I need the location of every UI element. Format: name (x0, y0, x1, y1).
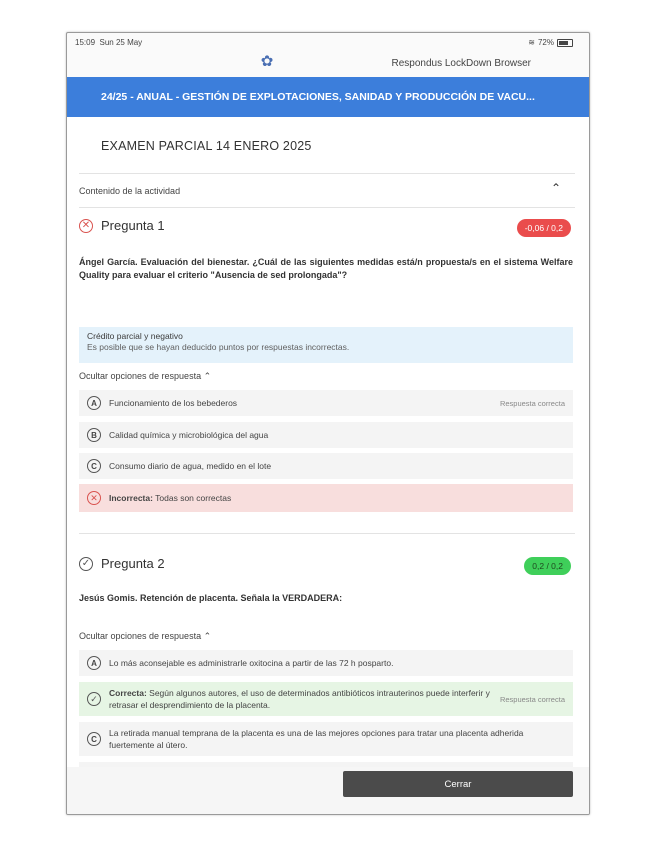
credit-title: Crédito parcial y negativo (87, 331, 183, 341)
incorrect-icon: ✕ (87, 491, 101, 505)
question-1-title: Pregunta 1 (101, 218, 165, 233)
status-time: 15:09 Sun 25 May (75, 38, 143, 47)
option-text-value: Según algunos autores, el uso de determinados antibióticos intrauterinos puede interferir y retrasar el desprendimiento de la placenta. (109, 688, 490, 710)
option-letter-a: A (87, 396, 101, 410)
option-letter-c: C (87, 459, 101, 473)
question-2-header (79, 556, 165, 571)
incorrect-icon: ✕ (79, 219, 93, 233)
answer-option-c (79, 722, 573, 756)
battery-percent: 72% (537, 38, 554, 47)
option-text: Consumo diario de agua, medido en el lote (109, 461, 272, 471)
answer-option-a (79, 390, 573, 416)
option-text (109, 492, 565, 504)
option-letter-b: B (87, 428, 101, 442)
gear-icon[interactable]: ✿ (260, 53, 274, 70)
partial-credit-notice (79, 327, 573, 363)
question-1-header (79, 218, 165, 233)
incorrect-label: Incorrecta: (109, 493, 153, 503)
option-letter-c: C (87, 732, 101, 746)
option-text: Lo más aconsejable es administrarle oxitocina a partir de las 72 h posparto. (109, 658, 394, 668)
browser-toolbar (67, 51, 589, 77)
browser-title: Respondus LockDown Browser (391, 58, 531, 69)
option-text: La retirada manual temprana de la placenta es una de las mejores opciones para tratar una placenta adherida fuertemente al útero. (109, 728, 524, 750)
option-text: Calidad química y microbiológica del agua (109, 430, 269, 440)
credit-subtitle: Es posible que se hayan deducido puntos por respuestas incorrectas. (87, 342, 350, 352)
course-header (67, 77, 589, 117)
correct-answer-tag: Respuesta correcta (499, 694, 565, 704)
hide-options-toggle[interactable]: Ocultar opciones de respuesta ⌃ (79, 631, 212, 641)
status-icons (528, 38, 573, 47)
option-text-value: Todas son correctas (152, 493, 232, 503)
answer-option-c (79, 453, 573, 479)
check-icon: ✓ (79, 557, 93, 571)
option-letter-a: A (87, 656, 101, 670)
divider (79, 173, 575, 174)
correct-label: Correcta: (109, 688, 147, 698)
exam-title: EXAMEN PARCIAL 14 ENERO 2025 (101, 139, 312, 153)
battery-icon (557, 39, 573, 47)
close-button[interactable]: Cerrar (343, 771, 573, 797)
option-text: Funcionamiento de los bebederos (109, 398, 238, 408)
course-title: 24/25 - ANUAL - GESTIÓN DE EXPLOTACIONES, SANIDAD Y PRODUCCIÓN DE VACU... (101, 91, 535, 103)
correct-answer-tag: Respuesta correcta (499, 398, 565, 408)
divider (79, 533, 575, 534)
hide-options-toggle[interactable]: Ocultar opciones de respuesta ⌃ (79, 371, 212, 381)
question-1-score-badge: -0,06 / 0,2 (517, 219, 571, 237)
option-text (109, 687, 492, 711)
wifi-icon: ≋ (528, 38, 535, 47)
activity-label: Contenido de la actividad (79, 186, 181, 196)
check-icon: ✓ (87, 692, 101, 706)
answer-option-b (79, 422, 573, 448)
status-bar (67, 33, 589, 51)
chevron-up-icon[interactable]: ⌃ (551, 181, 562, 195)
divider (79, 207, 575, 208)
question-1-text: Ángel García. Evaluación del bienestar. ¿Cuál de las siguientes medidas está/n propuesta/s en el sistema Welfare Quality para evaluar el criterio "Ausencia de sed prolongada"? (79, 257, 573, 280)
footer-bar (67, 767, 589, 814)
answer-option-a (79, 650, 573, 676)
question-2-title: Pregunta 2 (101, 556, 165, 571)
question-2-text: Jesús Gomis. Retención de placenta. Señala la VERDADERA: (79, 593, 343, 603)
tablet-screen (66, 32, 590, 815)
question-2-score-badge: 0,2 / 0,2 (524, 557, 571, 575)
answer-option-selected-correct (79, 682, 573, 716)
answer-option-selected-incorrect (79, 484, 573, 512)
main-content (67, 117, 589, 767)
